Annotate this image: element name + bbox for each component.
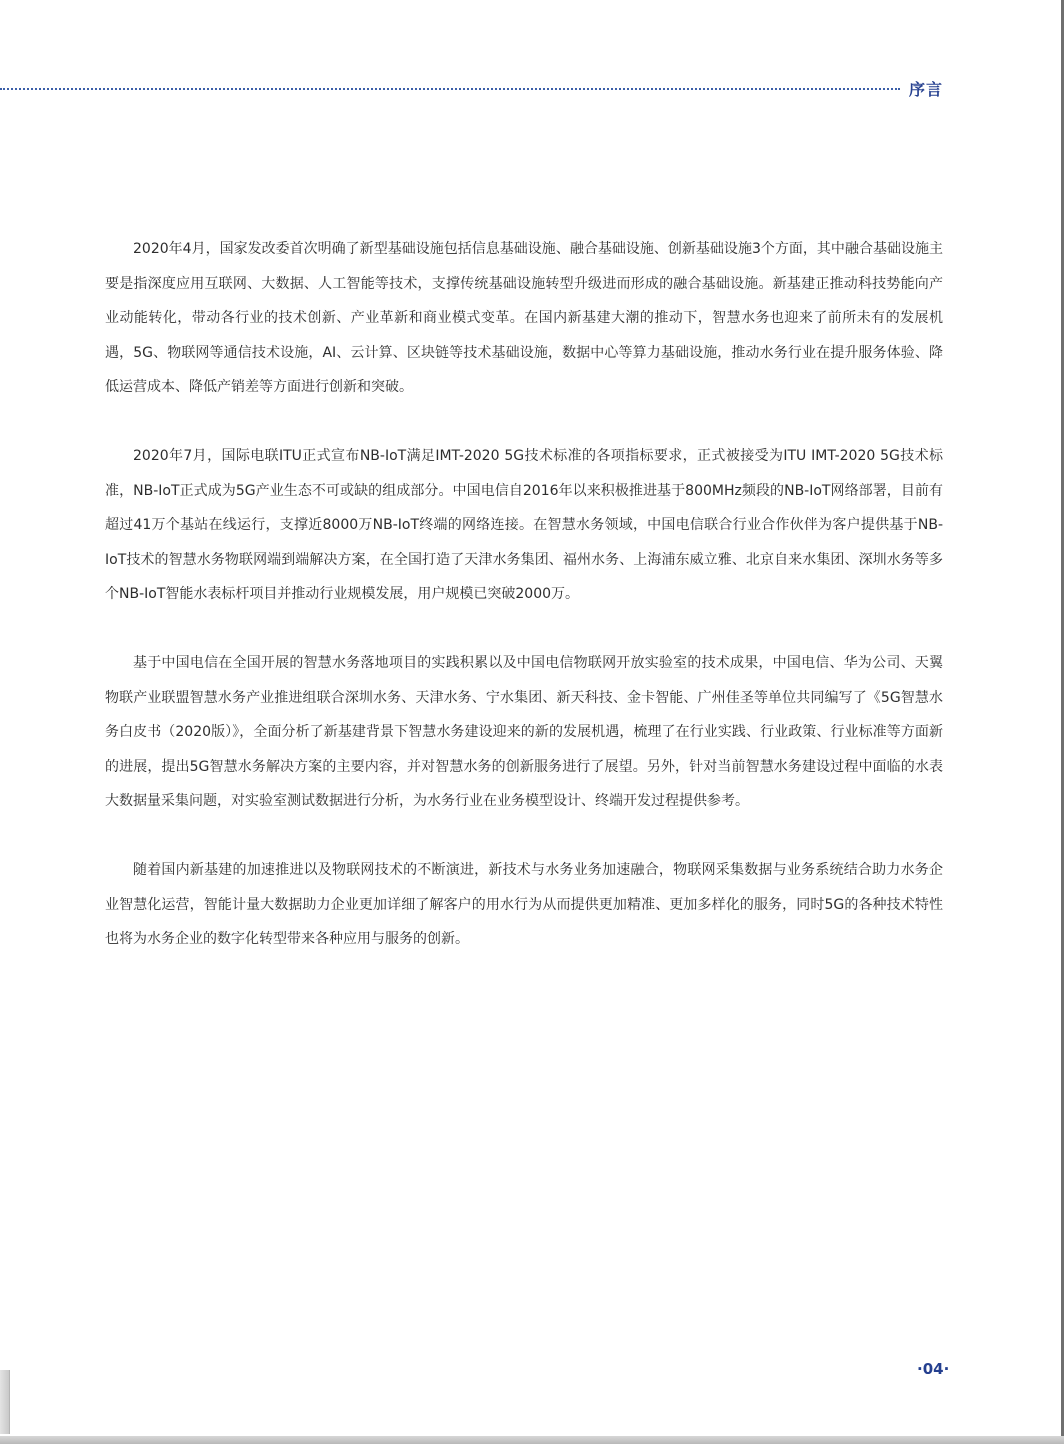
- paragraph-2: 2020年7月，国际电联ITU正式宣布NB-IoT满足IMT-2020 5G技术标准的各项指标要求，正式被接受为ITU IMT-2020 5G技术标准，NB-IoT正式成为5G产业生态不可或缺的组成部分。中国电信自2016年以来积极推进基于800MHz频段的NB-IoT网络部署，目前有超过41万个基站在线运行，支撑近8000万NB-IoT终端的网络连接。在智慧水务领域，中国电信联合行业合作伙伴为客户提供基于NB-IoT技术的智慧水务物联网端到端解决方案，在全国打造了天津水务集团、福州水务、上海浦东威立雅、北京自来水集团、深圳水务等多个NB-IoT智能水表标杆项目并推动行业规模发展，用户规模已突破2000万。: [105, 447, 943, 603]
- page-edge-bottom: [0, 1436, 1064, 1444]
- section-title: 序言: [909, 80, 944, 99]
- paragraph-1: 2020年4月，国家发改委首次明确了新型基础设施包括信息基础设施、融合基础设施、创新基础设施3个方面，其中融合基础设施主要是指深度应用互联网、大数据、人工智能等技术，支撑传统基础设施转型升级进而形成的融合基础设施。新基建正推动科技势能向产业动能转化，带动各行业的技术创新、产业革新和商业模式变革。在国内新基建大潮的推动下，智慧水务也迎来了前所未有的发展机遇，5G、物联网等通信技术设施，AI、云计算、区块链等技术基础设施，数据中心等算力基础设施，推动水务行业在提升服务体验、降低运营成本、降低产销差等方面进行创新和突破。: [105, 241, 943, 396]
- body-text: [105, 232, 943, 991]
- page-edge-left-mark: [0, 1370, 10, 1434]
- page-number: ·04·: [917, 1360, 950, 1378]
- paragraph-3: 基于中国电信在全国开展的智慧水务落地项目的实践积累以及中国电信物联网开放实验室的技术成果，中国电信、华为公司、天翼物联产业联盟智慧水务产业推进组联合深圳水务、天津水务、宁水集团、新天科技、金卡智能、广州佳圣等单位共同编写了《5G智慧水务白皮书（2020版）》，全面分析了新基建背景下智慧水务建设迎来的新的发展机遇，梳理了在行业实践、行业政策、行业标准等方面新的进展，提出5G智慧水务解决方案的主要内容，并对智慧水务的创新服务进行了展望。另外，针对当前智慧水务建设过程中面临的水表大数据量采集问题，对实验室测试数据进行分析，为水务行业在业务模型设计、终端开发过程提供参考。: [105, 654, 943, 810]
- paragraph-4: 随着国内新基建的加速推进以及物联网技术的不断演进，新技术与水务业务加速融合，物联网采集数据与业务系统结合助力水务企业智慧化运营，智能计量大数据助力企业更加详细了解客户的用水行为从而提供更加精准、更加多样化的服务，同时5G的各种技术特性也将为水务企业的数字化转型带来各种应用与服务的创新。: [105, 861, 943, 948]
- header-dotted-rule: [0, 88, 900, 90]
